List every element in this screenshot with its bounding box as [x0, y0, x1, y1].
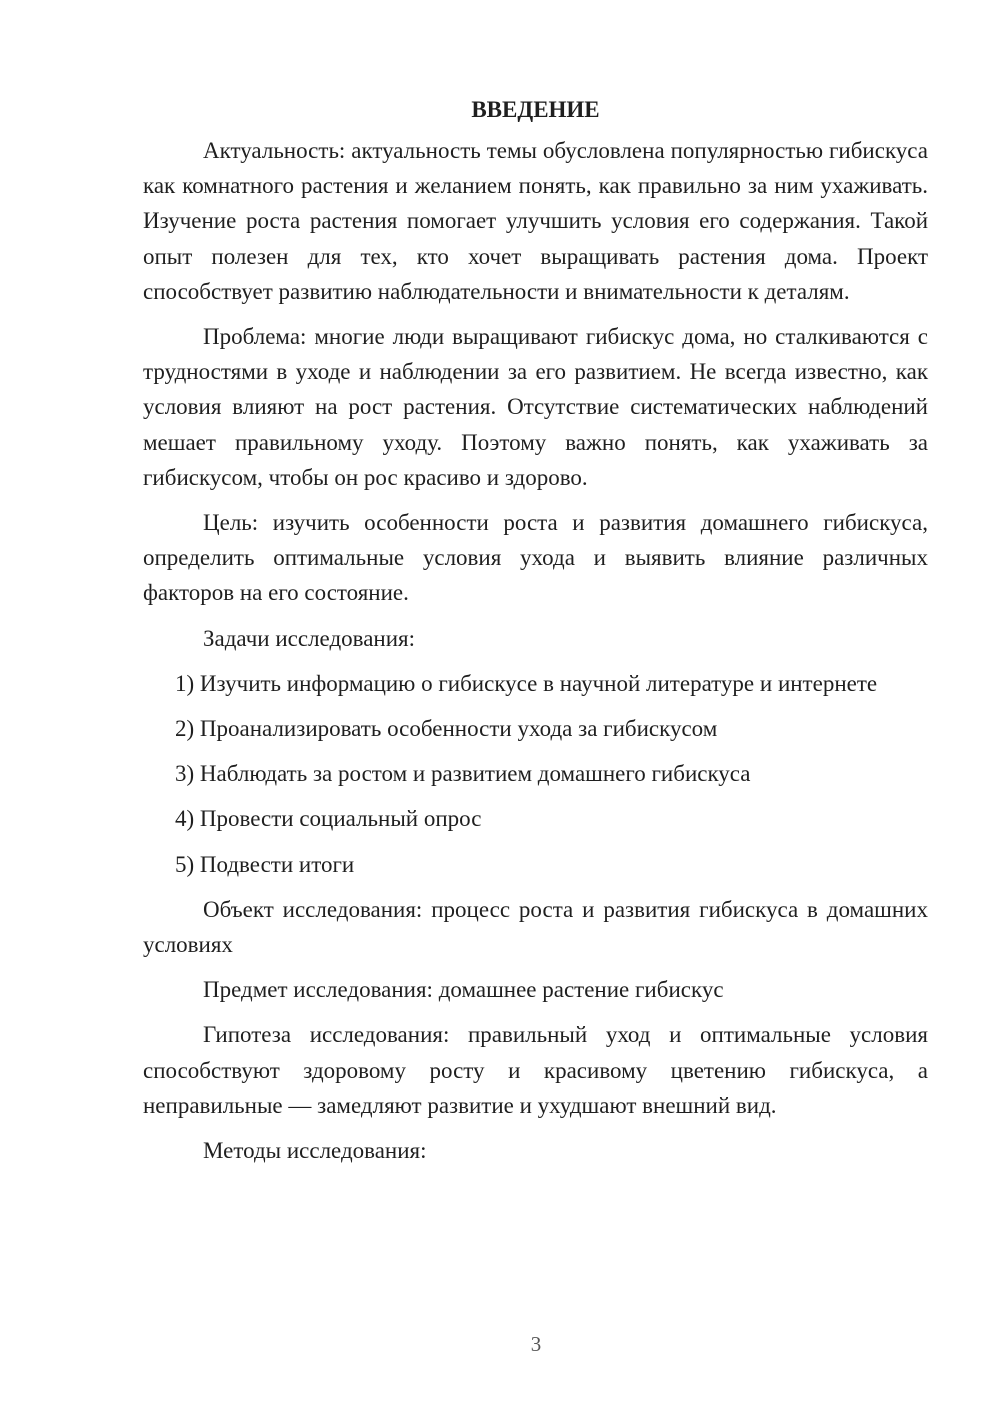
goal-paragraph: Цель: изучить особенности роста и развития домашнего гибискуса, определить оптимальные условия ухода и выявить влияние различных факторов на его состояние. — [143, 510, 928, 606]
task-item: 4) Провести социальный опрос — [175, 806, 482, 832]
task-item: 3) Наблюдать за ростом и развитием домашнего гибискуса — [175, 761, 751, 787]
task-item: 5) Подвести итоги — [175, 851, 355, 877]
hypothesis-paragraph: Гипотеза исследования: правильный уход и оптимальные условия способствуют здоровому росту и красивому цветению гибискуса, а неправильные — замедляют развитие и ухудшают внешний вид. — [143, 1022, 928, 1118]
relevance-paragraph: Актуальность: актуальность темы обусловлена популярностью гибискуса как комнатного растения и желанием понять, как правильно за ним ухаживать. Изучение роста растения помогает улучшить условия его содержания. Такой опыт полезен для тех, кто хочет выращивать растения дома. Проект способствует развитию наблюдательности и внимательности к деталям. — [143, 138, 928, 304]
section-title: ВВЕДЕНИЕ — [471, 97, 600, 122]
page-number: 3 — [530, 1332, 542, 1356]
page-content — [143, 92, 928, 1178]
tasks-heading: Задачи исследования: — [203, 625, 416, 651]
task-item: 1) Изучить информацию о гибискусе в научной литературе и интернете — [175, 670, 878, 696]
task-item: 2) Проанализировать особенности ухода за гибискусом — [175, 716, 718, 742]
methods-heading: Методы исследования: — [203, 1138, 427, 1164]
problem-paragraph: Проблема: многие люди выращивают гибискус дома, но сталкиваются с трудностями в уходе и наблюдении за его развитием. Не всегда известно, как условия влияют на рост растения. Отсутствие систематических наблюдений мешает правильному уходу. Поэтому важно понять, как ухаживать за гибискусом, чтобы он рос красиво и здорово. — [143, 324, 928, 490]
subject-paragraph: Предмет исследования: домашнее растение гибискус — [203, 977, 724, 1003]
object-paragraph: Объект исследования: процесс роста и развития гибискуса в домашних условиях — [143, 896, 928, 958]
